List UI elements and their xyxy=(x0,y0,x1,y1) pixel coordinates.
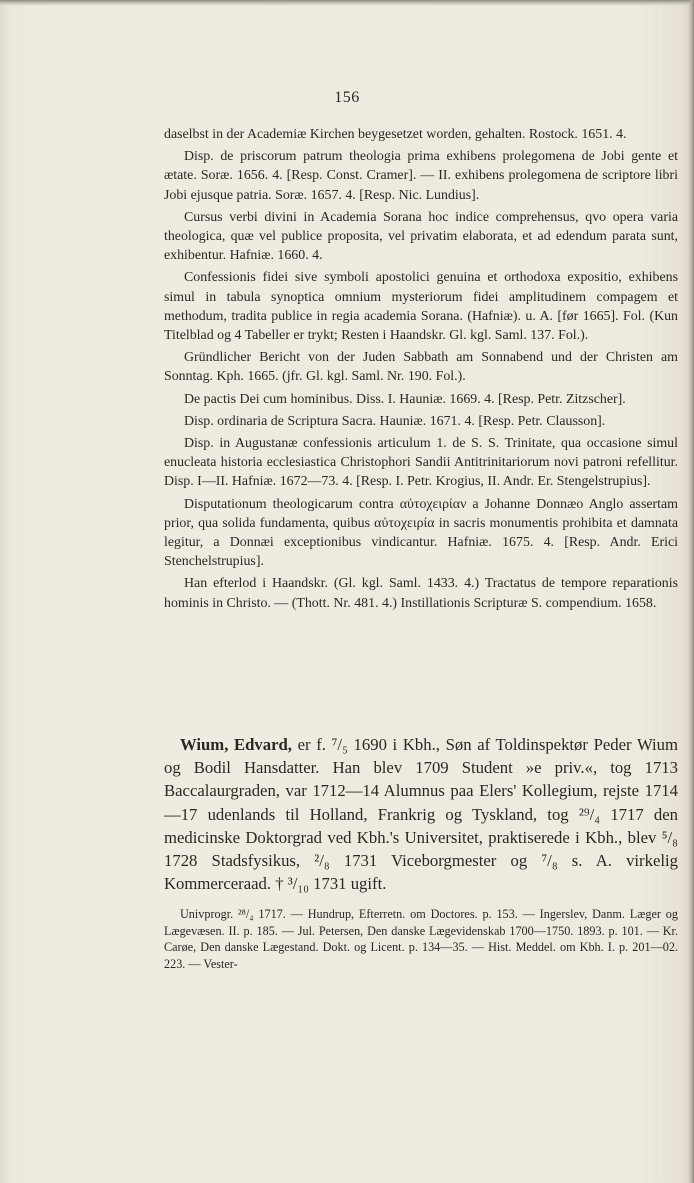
bibliography-list xyxy=(164,125,678,616)
sources-paragraph: Univprogr. ²⁸/₄ 1717. — Hundrup, Efterretn. om Doctores. p. 153. — Ingerslev, Danm. Læger og Lægevæsen. II. p. 185. — Jul. Petersen, Den danske Lægevidenskab 1700—1750. 1893. p. 101. — Kr. Carøe, Den danske Lægestand. Dokt. og Licent. p. 134—35. — Hist. Meddel. om Kbh. I. p. 201—02. 223. — Vester- xyxy=(164,907,678,971)
bibliography-item: Disp. de priscorum patrum theologia prima exhibens prolegomena de Jobi gente et ætate. Soræ. 1656. 4. [Resp. Const. Cramer]. — II. exhibens prolegomena de scriptore libri Jobi ejusque patria. Soræ. 1657. 4. [Resp. Nic. Lundius]. xyxy=(164,149,678,203)
biography-paragraph xyxy=(164,733,678,895)
entry-text: er f. ⁷/₅ 1690 i Kbh., Søn af Toldinspektør Peder Wium og Bodil Hansdatter. Han blev 1709 Student »e priv.«, tog 1713 Baccalaurgraden, var 1712—14 Alumnus paa Elers' Kollegium, rejste 1714—17 udenlands til Holland, Frankrig og Tyskland, tog ²⁹/₄ 1717 den medicinske Doktorgrad ved Kbh.'s Universitet, praktiserede i Kbh., blev ⁵/₈ 1728 Stadsfysikus, ²/₈ 1731 Viceborgmester og ⁷/₈ s. A. virkelig Kommerceraad. † ³/₁₀ 1731 ugift. xyxy=(164,735,678,894)
bibliography-item: Disp. ordinaria de Scriptura Sacra. Hauniæ. 1671. 4. [Resp. Petr. Clausson]. xyxy=(184,413,606,429)
page-top-shadow xyxy=(0,0,694,6)
bibliography-item: Confessionis fidei sive symboli apostolici genuina et orthodoxa expositio, exhibens simul in tabula synoptica omnium mysteriorum fidei amplitudinem compagem et methodum, tradita publice in regia academia Sorana. (Hafniæ). u. A. [før 1665]. Fol. (Kun Titelblad og 4 Tabeller er trykt; Resten i Haandskr. Gl. kgl. Saml. 137. Fol.). xyxy=(164,270,678,344)
page-number: 156 xyxy=(334,89,360,106)
bibliography-item: Disputationum theologicarum contra αὐτοχειρίαν a Johanne Donnæo Anglo assertam prior, qua solida fundamenta, quibus αὐτοχειρία in sacris monumentis prohibita et damnata legitur, a Donnæi exceptionibus vindicantur. Hafniæ. 1675. 4. [Resp. Andr. Erici Stenchelstrupius]. xyxy=(164,496,678,570)
bibliography-item: Disp. in Augustanæ confessionis articulum 1. de S. S. Trinitate, qua occasione simul enucleata historia ecclesiastica Christophori Sandii Antitrinitariorum novi patroni refellitur. Disp. I—II. Hafniæ. 1672—73. 4. [Resp. I. Petr. Krogius, II. Andr. Er. Stengelstrupius]. xyxy=(164,436,678,490)
bibliography-item: De pactis Dei cum hominibus. Diss. I. Hauniæ. 1669. 4. [Resp. Petr. Zitzscher]. xyxy=(184,391,626,407)
entry-name: Wium, Edvard, xyxy=(180,735,292,754)
bibliography-item: Cursus verbi divini in Academia Sorana hoc indice comprehensus, qvo opera varia theologica, quæ vel publice proposita, vel privatim elaborata, et ad edendum parata sunt, exhibentur. Hafniæ. 1660. 4. xyxy=(164,209,678,264)
bibliography-item: Gründlicher Bericht von der Juden Sabbath am Sonnabend und der Christen am Sonntag. Kph. 1665. (jfr. Gl. kgl. Saml. Nr. 190. Fol.). xyxy=(164,350,678,385)
biography-entry xyxy=(164,733,678,895)
bibliography-item: Han efterlod i Haandskr. (Gl. kgl. Saml. 1433. 4.) Tractatus de tempore reparationis hominis in Christo. — (Thott. Nr. 481. 4.) Instillationis Scripturæ S. compendium. 1658. xyxy=(164,576,678,611)
page-right-shadow xyxy=(688,0,694,1183)
sources-notes xyxy=(164,906,678,972)
bibliography-item: daselbst in der Academiæ Kirchen beygesetzet worden, gehalten. Rostock. 1651. 4. xyxy=(164,127,627,142)
